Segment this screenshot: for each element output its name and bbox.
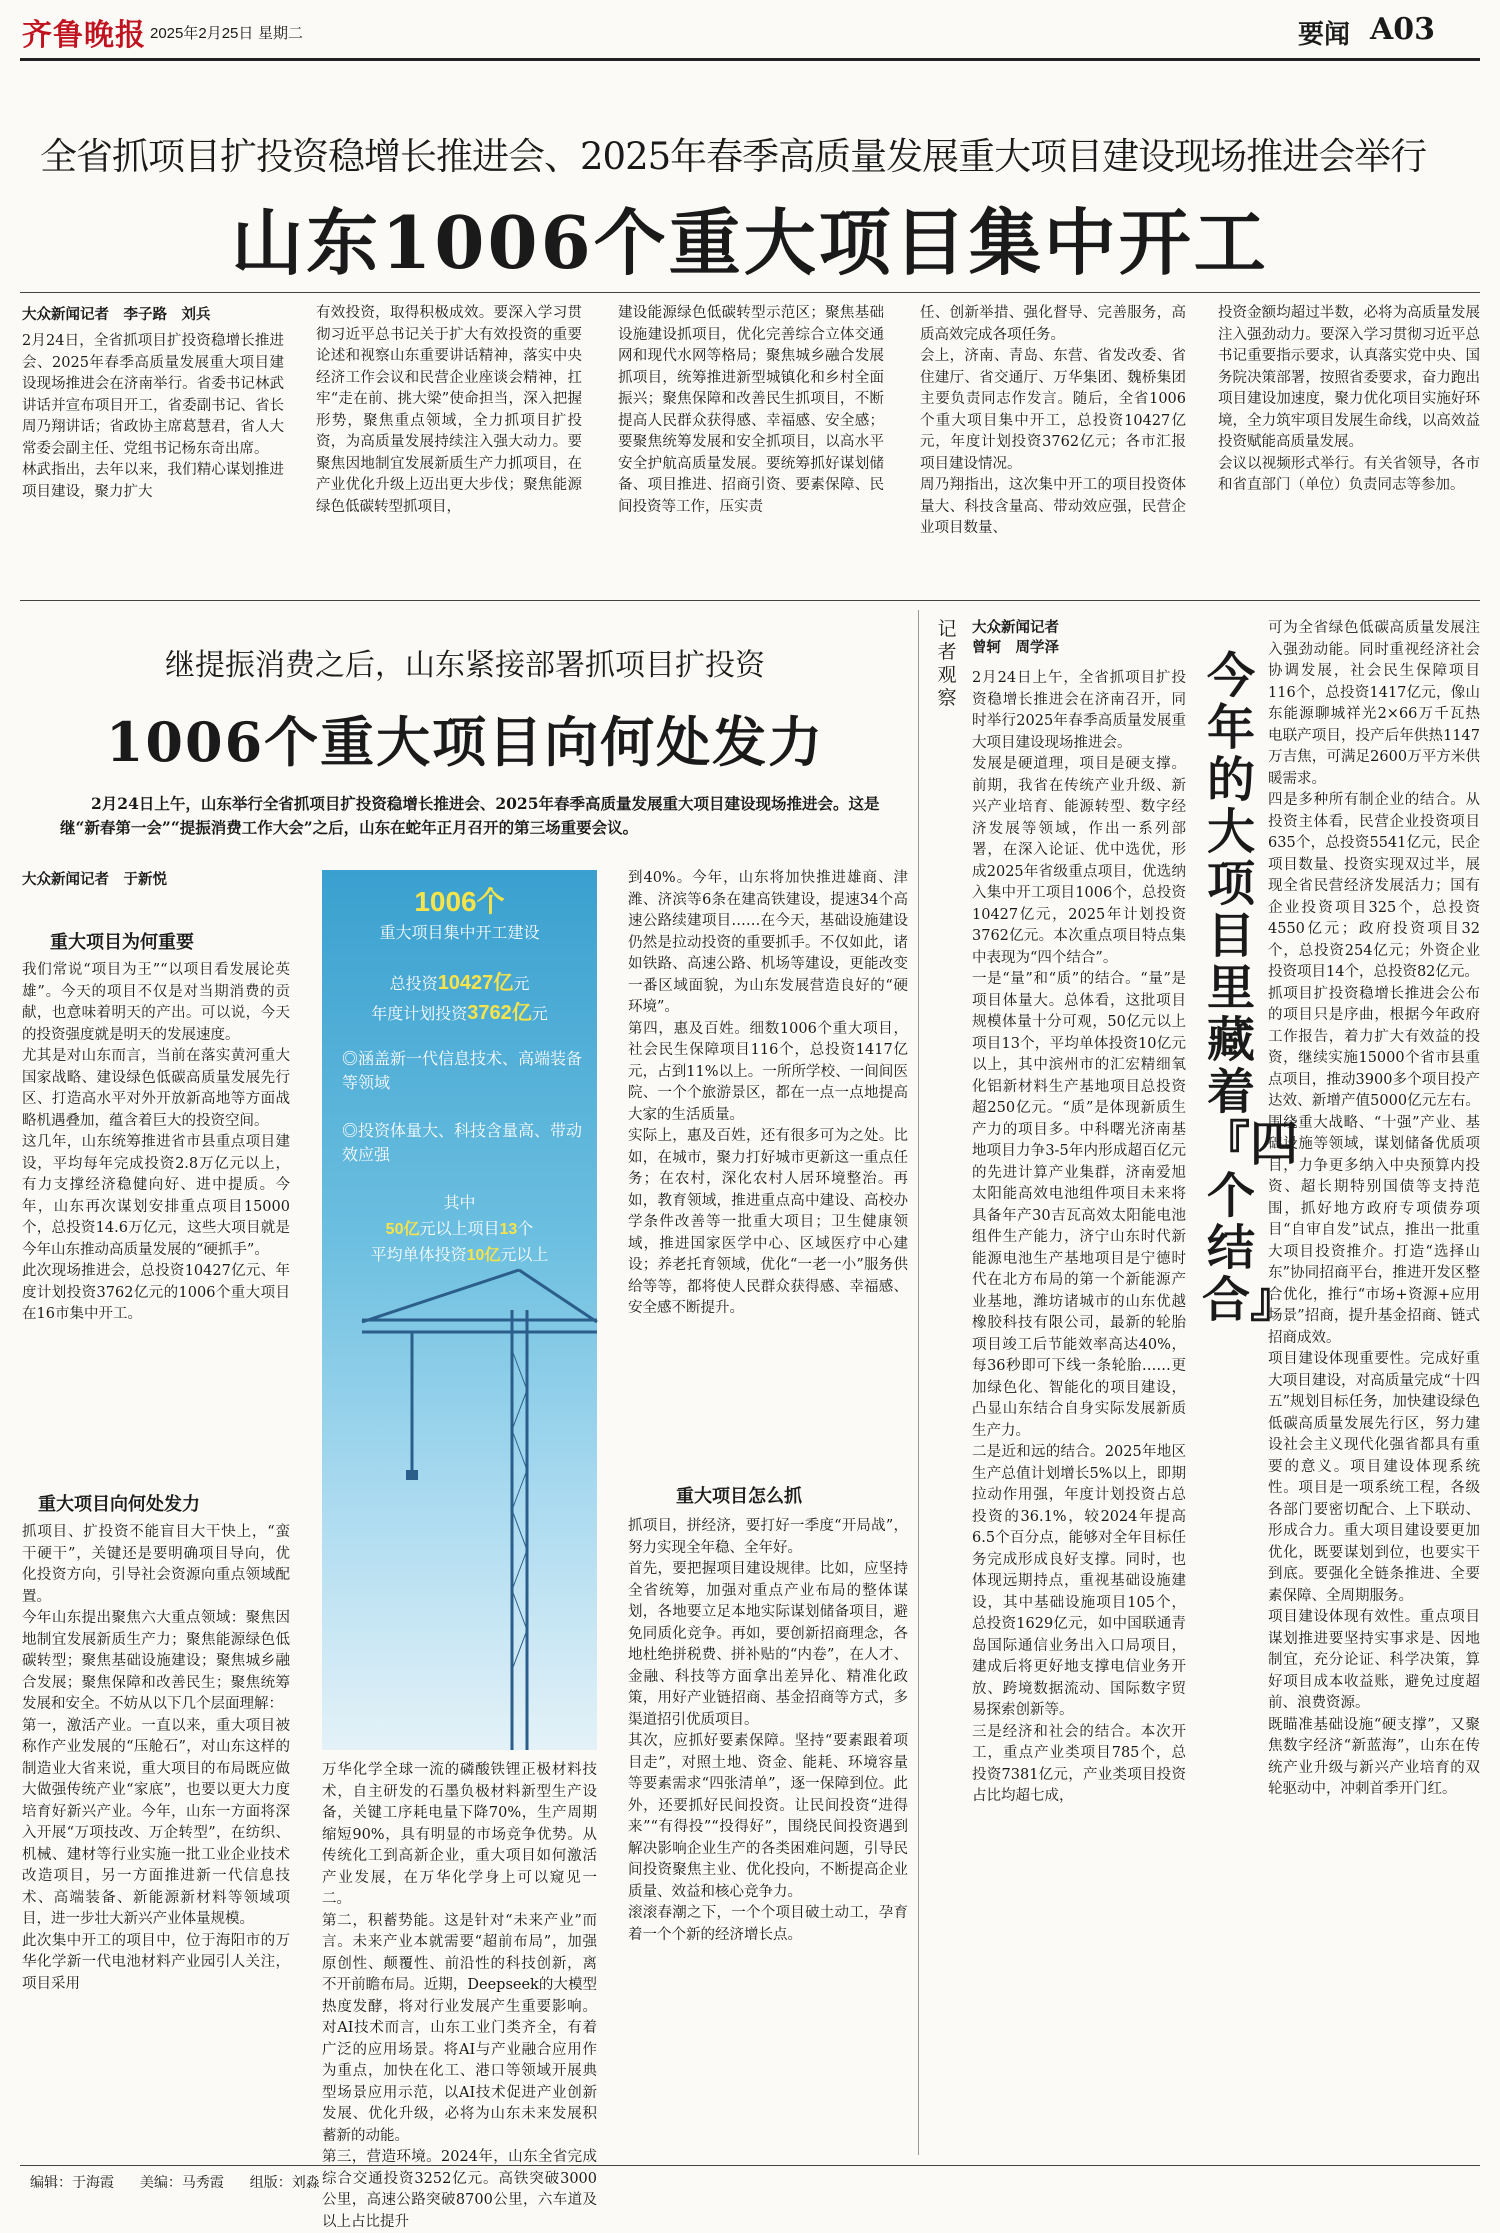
total-investment-value: 10427亿 xyxy=(437,972,514,994)
feature-byline: 大众新闻记者 于新悦 xyxy=(22,872,167,888)
average-label: 平均单体投资 xyxy=(370,1247,467,1264)
feature-column-1a: 我们常说“项目为王”“以项目看发展论英雄”。今天的项目不仅是对当期消费的贡献，也意味着明天的产出。可以说，今天的投资强度就是明天的发展速度。 尤其是对山东而言，当前在落实黄河重大国家战略、建设绿色低碳高质量发展先行区、打造高水平对外开放新高地等方面战略机遇叠加，蕴含着巨大的投资空间。 这几年，山东统筹推进省市县重点项目建设，平均每年完成投资2.8万亿元以上，有力支撑经济稳健向好、进中提质。今年，山东再次谋划安排重点项目15000个，总投资14.6万亿元，这些大项目就是今年山东推动高质量发展的“硬抓手”。 此次现场推进会，总投资10427亿元、年度计划投资3762亿元的1006个重大项目在16市集中开工。 xyxy=(22,962,290,1322)
large-project-count: 13 xyxy=(499,1221,518,1238)
top-story-headline: 山东1006个重大项目集中开工 xyxy=(231,200,1269,285)
footer-credits xyxy=(30,2172,320,2192)
threshold-value: 50亿 xyxy=(385,1221,420,1238)
feature-lead: 2月24日上午，山东举行全省抓项目扩投资稳增长推进会、2025年春季高质量发展重大项目建设现场推进会。这是继“新春第一会”“提振消费工作大会”之后，山东在蛇年正月召开的第三场重要会议。 xyxy=(60,794,880,837)
feature-section-heading-1: 重大项目为何重要 xyxy=(50,932,194,953)
total-investment-unit: 元 xyxy=(513,976,530,993)
issue-weekday: 星期二 xyxy=(258,25,304,42)
section-divider xyxy=(20,600,1480,601)
crane-lattice xyxy=(512,1350,527,1670)
observation-title: 今年的大项目里藏着『四个结合』 xyxy=(1202,648,1299,1328)
issue-date: 2025年2月25日 xyxy=(150,25,254,42)
infographic-among: 其中 xyxy=(443,1195,476,1212)
infographic-point-1: ◎涵盖新一代信息技术、高端装备等领域 xyxy=(342,1051,583,1092)
feature-section-heading-3: 重大项目怎么抓 xyxy=(676,1486,802,1507)
top-story-column-3: 建设能源绿色低碳转型示范区；聚焦基础设施建设抓项目，优化完善综合立体交通网和现代水网等格局；聚焦城乡融合发展抓项目，统筹推进新型城镇化和乡村全面振兴；聚焦保障和改善民生抓项目，不断提高人民群众获得感、幸福感、安全感；要聚焦统筹发展和安全抓项目，以高水平安全护航高质量发展。要统筹抓好谋划储备、项目推进、招商引资、要素保障、民间投资等工作，压实责 xyxy=(618,305,884,515)
feature-section-heading-2: 重大项目向何处发力 xyxy=(38,1494,200,1515)
section-name: 要闻 xyxy=(1298,20,1351,50)
infographic-label: 重大项目集中开工建设 xyxy=(379,925,540,942)
footer-editor: 编辑：于海霞 xyxy=(30,2174,114,2190)
feature-column-3b: 抓项目，拼经济，要打好一季度“开局战”，努力实现全年稳、全年好。 首先，要把握项目建设规律。比如，应坚持全省统筹，加强对重点产业布局的整体谋划，各地要立足本地实际谋划储备项目，避免同质化竞争。再如，要创新招商理念，各地杜绝拼税费、拼补贴的“内卷”，在人才、金融、科技等方面拿出差异化、精准化政策，用好产业链招商、基金招商等方式，多渠道招引优质项目。 其次，应抓好要素保障。坚持“要素跟着项目走”，对照土地、资金、能耗、环境容量等要素需求“四张清单”，逐一保障到位。此外，还要抓好民间投资。让民间投资“进得来”“有得投”“投得好”，围绕民间投资遇到解决影响企业生产的各类困难问题，引导民间投资聚焦主业、优化投向，不断提高企业质量、效益和核心竞争力。 滚滚春潮之下，一个个项目破土动工，孕育着一个个新的经济增长点。 xyxy=(628,1518,908,1943)
top-story-column-5: 投资金额均超过半数，必将为高质量发展注入强劲动力。要深入学习贯彻习近平总书记重要指示要求，认真落实党中央、国务院决策部署，按照省委要求，奋力跑出项目建设加速度，聚力优化项目实施好环境，全力筑牢项目发展生命线，以高效益投资赋能高质量发展。 会议以视频形式举行。有关省领导，各市和省直部门（单位）负责同志等参加。 xyxy=(1218,305,1480,493)
observation-divider xyxy=(918,610,919,2155)
feature-column-1b: 抓项目、扩投资不能盲目大干快上，“蛮干硬干”，关键还是要明确项目导向，优化投资方向，引导社会资源向重点领域配置。 今年山东提出聚焦六大重点领域：聚焦因地制宜发展新质生产力；聚焦能源绿色低碳转型；聚焦基础设施建设；聚焦城乡融合发展；聚焦保障和改善民生；聚焦统筹发展和安全。不妨从以下几个层面理解： 第一，激活产业。一直以来，重大项目被称作产业发展的“压舱石”，对山东这样的制造业大省来说，重大项目的布局既应做大做强传统产业“家底”，也要以更大力度培育好新兴产业。今年，山东一方面将深入开展“万项技改、万企转型”，在纺织、机械、建材等行业实施一批工业企业技术改造项目，另一方面推进新一代信息技术、高端装备、新能源新材料等领域项目，进一步壮大新兴产业体量规模。 此次集中开工的项目中，位于海阳市的万华化学新一代电池材料产业园引人关注，项目采用 xyxy=(22,1524,290,1992)
page-number: A03 xyxy=(1370,12,1436,47)
average-value: 10亿 xyxy=(466,1247,501,1264)
infographic-point-2: ◎投资体量大、科技含量高、带动效应强 xyxy=(342,1123,583,1164)
feature-column-3a: 到40%。今年，山东将加快推进雄商、津潍、济滨等6条在建高铁建设，提速34个高速公路续建项目……在今天，基础设施建设仍然是拉动投资的重要抓手。不仅如此，诸如铁路、高速公路、机场等建设，更能改变一番区域面貌，为山东发展营造良好的“硬环境”。 第四，惠及百姓。细数1006个重大项目，社会民生保障项目116个，总投资1417亿元，占到11%以上。一所所学校、一间间医院、一个个旅游景区，都在一点一点地提高大家的生活质量。 实际上，惠及百姓，还有很多可为之处。比如，在城市，聚力打好城市更新这一重点任务；在农村，深化农村人居环境整治。再如，教育领域，推进重点高中建设、高校办学条件改善等一批重大项目；卫生健康领域，推进国家医学中心、区域医疗中心建设；养老托育领域，优化“一老一小”服务供给等等，都将使人民群众获得感、幸福感、安全感不断提升。 xyxy=(628,870,908,1316)
top-story-column-4: 任、创新举措、强化督导、完善服务，高质高效完成各项任务。 会上，济南、青岛、东营、省发改委、省住建厅、省交通厅、万华集团、魏桥集团主要负责同志作发言。随后，全省1006个重大项目集中开工，总投资10427亿元，年度计划投资3762亿元；各市汇报项目建设情况。 周乃翔指出，这次集中开工的项目投资体量大、科技含量高、带动效应强，民营企业项目数量、 xyxy=(920,305,1186,536)
top-story-column-1: 2月24日，全省抓项目扩投资稳增长推进会、2025年春季高质量发展重大项目建设现场推进会在济南举行。省委书记林武讲话并宣布项目开工，省委副书记、省长周乃翔讲话；省政协主席葛慧君，省人大常委会副主任、党组书记杨东奇出席。 林武指出，去年以来，我们精心谋划推进项目建设，聚力扩大 xyxy=(22,333,284,500)
footer-rule xyxy=(20,2165,1480,2166)
feature-headline: 1006个重大项目向何处发力 xyxy=(105,710,825,774)
average-suffix: 元以上 xyxy=(500,1247,549,1264)
observation-column-1: 2月24日上午，全省抓项目扩投资稳增长推进会在济南召开，同时举行2025年春季高质量发展重大项目建设现场推进会。 发展是硬道理，项目是硬支撑。前期，我省在传统产业升级、新兴产业培育、能源转型、数字经济发展等领域，作出一系列部署，在深入论证、优中选优，形成2025年省级重点项目，优选纳入集中开工项目1006个，总投资10427亿元，2025年计划投资3762亿元。本次重点项目特点集中表现为“四个结合”。 一是“量”和“质”的结合。“量”是项目体量大。总体看，这批项目规模体量十分可观，50亿元以上项目13个，平均单体投资10亿元以上，其中滨州市的汇宏精细氧化铝新材料生产基地项目总投资超250亿元。“质”是体现新质生产力的项目多。中科曙光济南基地项目力争3-5年内形成超百亿元的先进计算产业集群，济南爱旭太阳能高效电池组件项目未来将具备年产30吉瓦高效太阳能电池组件生产能力，济宁山东时代新能源电池生产基地项目是宁德时代在北方布局的第一个新能源产业基地，潍坊诸城市的山东优越橡胶科技有限公司，最新的轮胎项目竣工后节能效率高达40%，每36秒即可下线一条轮胎……更加绿色化、智能化的项目建设，凸显山东结合自身实际发展新质生产力。 二是近和远的结合。2025年地区生产总值计划增长5%以上，即期拉动作用强，年度计划投资占总投资的36.1%，较2024年提高6.5个百分点，能够对全年目标任务完成形成良好支撑。同时，也体现远期持点，重视基础设施建设，其中基础设施项目105个，总投资1629亿元，如中国联通青岛国际通信业务出入口局项目，建成后将更好地支撑电信业务开放、跨境数据流动、国际数字贸易探索创新等。 三是经济和社会的结合。本次开工，重点产业类项目785个，总投资7381亿元，产业类项目投资占比均超七成， xyxy=(972,670,1186,1804)
annual-investment-prefix: 年度计划投资 xyxy=(371,1006,468,1023)
annual-investment-unit: 元 xyxy=(531,1006,548,1023)
top-story-kicker: 全省抓项目扩投资稳增长推进会、2025年春季高质量发展重大项目建设现场推进会举行 xyxy=(40,135,1427,178)
observation-tag: 记者观察 xyxy=(937,618,957,709)
observation-column-2: 可为全省绿色低碳高质量发展注入强劲动能。同时重视经济社会协调发展，社会民生保障项目116个，总投资1417亿元，像山东能源聊城祥光2×66万千瓦热电联产项目，投产后年供热1147万吉焦，可满足2600万平方米供暖需求。 四是多种所有制企业的结合。从投资主体看，民营企业投资项目635个，总投资5541亿元，民企项目数量、投资实现双过半，展现全省民营经济发展活力；国有企业投资项目325个，总投资4550亿元；政府投资项目32个，总投资254亿元；外资企业投资项目14个，总投资82亿元。 抓项目扩投资稳增长推进会公布的项目只是序曲，根据今年政府工作报告，着力扩大有效益的投资，继续实施15000个省市县重点项目，推动3900多个项目投产达效、新增产值5000亿元左右。围绕重大战略、“十强”产业、基础设施等领域，谋划储备优质项目，力争更多纳入中央预算内投资、超长期特别国债等支持范围，抓好地方政府专项债券项目“自审自发”试点，推出一批重大项目投资推介。打造“选择山东”协同招商平台，推进开发区整合优化，推行“市场+资源+应用场景”招商，提升基金招商、链式招商成效。 项目建设体现重要性。完成好重大项目建设，对高质量完成“十四五”规划目标任务，加快建设绿色低碳高质量发展先行区，努力建设社会主义现代化强省都具有重要的意义。项目建设体现系统性。项目是一项系统工程，各级各部门要密切配合、上下联动、形成合力。重大项目建设要更加优化，既要谋划到位，也要实干到底。要强化全链条推进、全要素保障、全周期服务。 项目建设体现有效性。重点项目谋划推进要坚持实事求是、因地制宜，充分论证、科学决策，算好项目成本收益账，避免过度超前、浪费资源。 既瞄准基础设施“硬支撑”，又聚焦数字经济“新蓝海”，山东在传统产业升级与新兴产业培育的双轮驱动中，冲刺首季开门红。 xyxy=(1268,620,1480,1797)
total-investment-prefix: 总投资 xyxy=(389,976,438,993)
footer-designer: 美编：马秀霞 xyxy=(139,2174,224,2190)
footer-checker: 组版：刘淼 xyxy=(249,2174,320,2190)
project-count: 1006个 xyxy=(414,886,505,917)
top-story-byline: 大众新闻记者 李子路 刘兵 xyxy=(22,307,211,323)
threshold-label: 元以上项目 xyxy=(419,1221,500,1238)
masthead-rule xyxy=(20,58,1480,61)
top-story-column-2: 有效投资，取得积极成效。要深入学习贯彻习近平总书记关于扩大有效投资的重要论述和视察山东重要讲话精神，落实中央经济工作会议和民营企业座谈会精神，扛牢“走在前、挑大梁”使命担当，深入把握形势，聚焦重点领域，全力抓项目扩投资，为高质量发展持续注入强大动力。要聚焦因地制宜发展新质生产力抓项目，在产业优化升级上迈出更大步伐；聚焦能源绿色低碳转型抓项目， xyxy=(316,305,582,515)
headline-rule xyxy=(20,292,1480,293)
large-project-unit: 个 xyxy=(517,1221,534,1238)
annual-investment-value: 3762亿 xyxy=(467,1002,532,1024)
newspaper-logo: 齐鲁晚报 xyxy=(22,18,146,53)
feature-column-2b: 万华化学全球一流的磷酸铁锂正极材料技术，自主研发的石墨负极材料新型生产设备，关键工序耗电量下降70%，生产周期缩短90%，具有明显的市场竞争优势。从传统化工到高新企业，重大项目如何激活产业发展，在万华化学身上可以窥见一二。 第二，积蓄势能。这是针对“未来产业”而言。未来产业本就需要“超前布局”，加强原创性、颠覆性、前沿性的科技创新，离不开前瞻布局。近期，Deepseek的大模型热度发酵，将对行业发展产生重要影响。对AI技术而言，山东工业门类齐全，有着广泛的应用场景。将AI与产业融合应用作为重点，加快在化工、港口等领域开展典型场景应用示范，以AI技术促进产业创新发展、优化升级，必将为山东未来发展积蓄新的动能。 第三，营造环境。2024年，山东全省完成综合交通投资3252亿元。高铁突破3000公里，高速公路突破8700公里，六车道及以上占比提升 xyxy=(322,1762,597,2230)
observation-byline: 大众新闻记者 曾轲 周学泽 xyxy=(972,620,1059,656)
feature-kicker: 继提振消费之后，山东紧接部署抓项目扩投资 xyxy=(165,648,765,683)
investment-infographic xyxy=(322,870,597,1750)
